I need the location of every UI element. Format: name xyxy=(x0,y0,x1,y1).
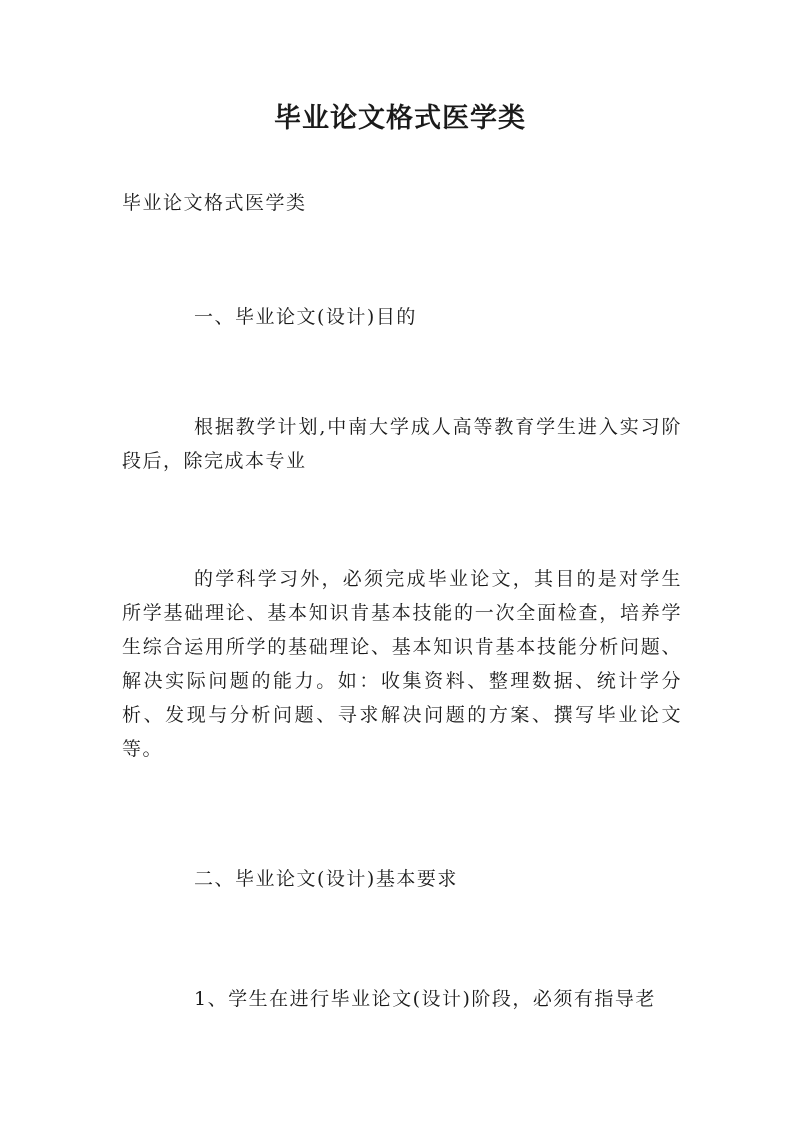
paragraph-requirement-1: 1、学生在进行毕业论文(设计)阶段，必须有指导老 xyxy=(194,988,656,1010)
paragraph-purpose-detail: 的学科学习外，必须完成毕业论文，其目的是对学生所学基础理论、基本知识肯基本技能的一次全面检查，培养学生综合运用所学的基础理论、基本知识肯基本技能分析问题、解决实际问题的能力。如：收集资料、整理数据、统计学分析、发现与分析问题、寻求解决问题的方案、撰写毕业论文等。 xyxy=(122,568,682,760)
paragraph-teaching-plan: 根据教学计划,中南大学成人高等教育学生进入实习阶段后，除完成本专业 xyxy=(122,416,682,472)
section-heading-requirements: 二、毕业论文(设计)基本要求 xyxy=(194,868,458,890)
document-subtitle: 毕业论文格式医学类 xyxy=(122,192,307,214)
document-title: 毕业论文格式医学类 xyxy=(274,103,526,134)
section-heading-purpose: 一、毕业论文(设计)目的 xyxy=(194,306,417,328)
